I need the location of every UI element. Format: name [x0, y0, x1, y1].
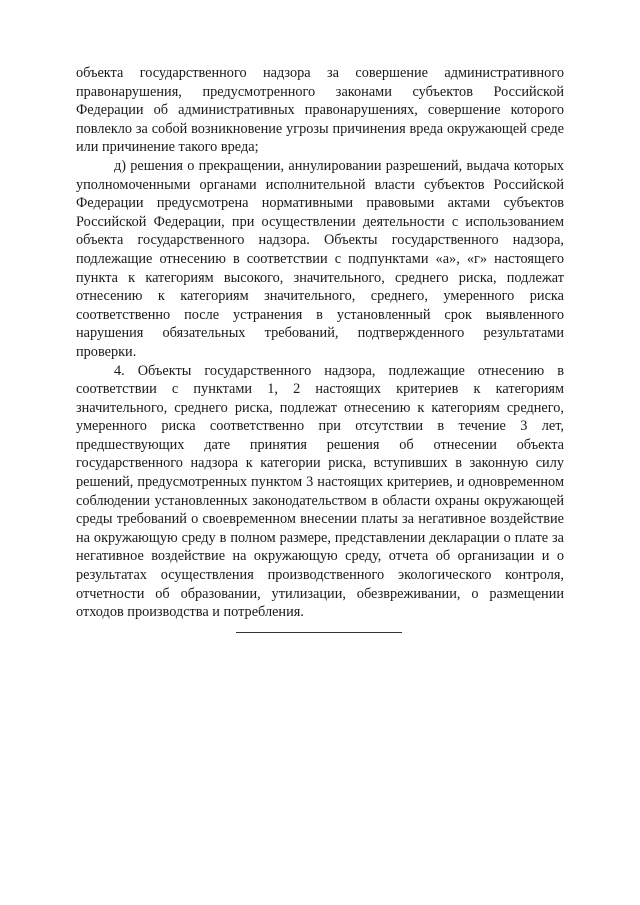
- paragraph-continuation: объекта государственного надзора за совершение административного правонарушения, предусмотренного законами субъектов Российской Федерации об административных правонарушениях, совершение которого повлекло за собой возникновение угрозы причинения вреда окружающей среде или причинение такого вреда;: [76, 65, 564, 156]
- paragraph-subitem-d: д) решения о прекращении, аннулировании разрешений, выдача которых уполномоченными органами исполнительной власти субъектов Российской Федерации предусмотрена нормативными правовыми актами субъектов Российской Федерации, при осуществлении деятельности с использованием объекта государственного надзора. Объекты государственного надзора, подлежащие отнесению в соответствии с подпунктами «а», «г» настоящего пункта к категориям высокого, значительного, среднего риска, подлежат отнесению к категориям значительного, среднего, умеренного риска соответственно после устранения в установленный срок выявленного нарушения обязательных требований, подтвержденного результатами проверки.: [76, 157, 564, 360]
- end-separator-line: [236, 632, 402, 633]
- paragraph-item-4: 4. Объекты государственного надзора, подлежащие отнесению в соответствии с пунктами 1, 2 настоящих критериев к категориям значительного, среднего риска, подлежат отнесению к категориям среднего, умеренного риска соответственно при отсутствии в течение 3 лет, предшествующих дате принятия решения об отнесении объекта государственного надзора к категории риска, вступивших в законную силу решений, предусмотренных пунктом 3 настоящих критериев, и одновременном соблюдении установленных законодательством в области охраны окружающей среды требований о своевременном внесении платы за негативное воздействие на окружающую среду в полном размере, представлении декларации о плате за негативное воздействие на окружающую среду, отчета об организации и о результатах осуществления производственного экологического контроля, отчетности об образовании, утилизации, обезвреживании, о размещении отходов производства и потребления.: [76, 362, 564, 621]
- document-body: [76, 64, 564, 622]
